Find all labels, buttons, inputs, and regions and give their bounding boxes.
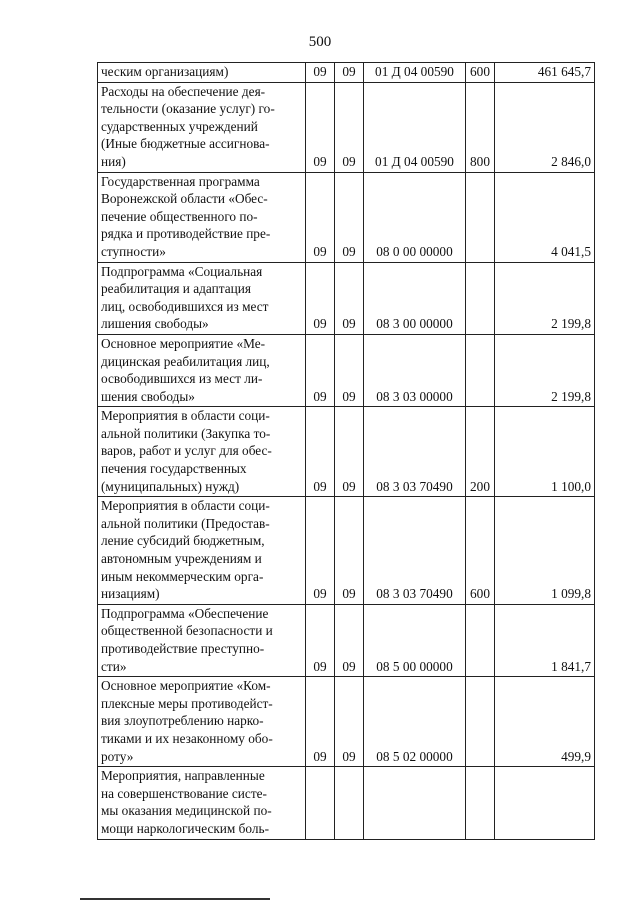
target-code-cell: 01 Д 04 00590 [364, 82, 466, 172]
expense-type-cell [466, 172, 495, 262]
target-code-cell: 08 0 00 00000 [364, 172, 466, 262]
table-row [98, 604, 595, 676]
amount-cell: 1 099,8 [495, 497, 595, 605]
target-code-cell: 08 5 00 00000 [364, 604, 466, 676]
row-name-line: дицинская реабилитация лиц, [101, 353, 270, 369]
row-name-cell [98, 604, 306, 676]
expense-type-cell: 600 [466, 497, 495, 605]
section-cell: 09 [306, 334, 335, 406]
subsection-cell: 09 [335, 63, 364, 83]
table-row [98, 172, 595, 262]
subsection-cell: 09 [335, 497, 364, 605]
target-code-cell: 08 5 02 00000 [364, 677, 466, 767]
row-name-line: плексные меры противодейст- [101, 695, 273, 711]
row-name-cell [98, 497, 306, 605]
subsection-cell: 09 [335, 172, 364, 262]
expense-type-cell: 600 [466, 63, 495, 83]
row-name-cell [98, 677, 306, 767]
row-name-line: Мероприятия в области соци- [101, 408, 270, 424]
section-cell: 09 [306, 172, 335, 262]
table-row [98, 407, 595, 497]
section-cell: 09 [306, 407, 335, 497]
amount-cell: 2 199,8 [495, 334, 595, 406]
budget-table [97, 62, 595, 840]
section-cell: 09 [306, 497, 335, 605]
amount-cell: 1 841,7 [495, 604, 595, 676]
row-name-line: Мероприятия в области соци- [101, 498, 270, 514]
amount-cell: 461 645,7 [495, 63, 595, 83]
table-row [98, 82, 595, 172]
row-name-cell [98, 63, 306, 83]
amount-cell: 2 846,0 [495, 82, 595, 172]
section-cell: 09 [306, 604, 335, 676]
subsection-cell: 09 [335, 604, 364, 676]
row-name-line: (Иные бюджетные ассигнова- [101, 136, 270, 152]
row-name-line: тельности (оказание услуг) го- [101, 101, 275, 117]
table-row [98, 262, 595, 334]
row-name-line: Подпрограмма «Социальная [101, 263, 263, 279]
row-name-line: ческим организациям) [101, 64, 229, 79]
expense-type-cell [466, 767, 495, 839]
row-name-cell [98, 407, 306, 497]
expense-type-cell [466, 604, 495, 676]
row-name-cell [98, 262, 306, 334]
row-name-cell [98, 334, 306, 406]
row-name-line: на совершенствование систе- [101, 785, 267, 801]
target-code-cell [364, 767, 466, 839]
section-cell: 09 [306, 262, 335, 334]
budget-table-body [98, 63, 595, 840]
row-name-line: сти» [101, 658, 127, 674]
row-name-line: противодействие преступно- [101, 641, 265, 656]
row-name-line: вия злоупотреблению нарко- [101, 713, 264, 729]
row-name-line: шения свободы» [101, 388, 195, 404]
row-name-line: общественной безопасности и [101, 623, 273, 639]
row-name-line: иным некоммерческим орга- [101, 568, 264, 584]
expense-type-cell [466, 334, 495, 406]
expense-type-cell [466, 677, 495, 767]
section-cell: 09 [306, 677, 335, 767]
bottom-rule [80, 898, 270, 900]
expense-type-cell: 200 [466, 407, 495, 497]
row-name-line: роту» [101, 748, 134, 764]
amount-cell [495, 767, 595, 839]
target-code-cell: 08 3 00 00000 [364, 262, 466, 334]
row-name-cell [98, 767, 306, 839]
row-name-line: Мероприятия, направленные [101, 768, 265, 784]
subsection-cell [335, 767, 364, 839]
amount-cell: 4 041,5 [495, 172, 595, 262]
target-code-cell: 01 Д 04 00590 [364, 63, 466, 83]
row-name-line: ния) [101, 153, 126, 169]
amount-cell: 499,9 [495, 677, 595, 767]
row-name-line: тиками и их незаконному обо- [101, 730, 273, 746]
row-name-line: печения государственных [101, 461, 247, 477]
row-name-line: низациям) [101, 586, 160, 602]
subsection-cell: 09 [335, 82, 364, 172]
row-name-line: Основное мероприятие «Ме- [101, 335, 266, 351]
row-name-line: альной политики (Предостав- [101, 515, 270, 531]
row-name-line: мы оказания медицинской по- [101, 803, 272, 819]
row-name-line: лиц, освободившихся из мест [101, 298, 269, 314]
subsection-cell: 09 [335, 262, 364, 334]
page-number: 500 [308, 34, 332, 50]
subsection-cell: 09 [335, 677, 364, 767]
section-cell: 09 [306, 82, 335, 172]
section-cell: 09 [306, 63, 335, 83]
row-name-line: Расходы на обеспечение дея- [101, 83, 266, 99]
row-name-cell [98, 82, 306, 172]
table-row [98, 497, 595, 605]
row-name-line: Подпрограмма «Обеспечение [101, 605, 269, 621]
row-name-cell [98, 172, 306, 262]
row-name-line: лишения свободы» [101, 316, 209, 332]
expense-type-cell: 800 [466, 82, 495, 172]
amount-cell: 2 199,8 [495, 262, 595, 334]
row-name-line: реабилитация и адаптация [101, 281, 251, 297]
expense-type-cell [466, 262, 495, 334]
row-name-line: печение общественного по- [101, 208, 258, 224]
row-name-line: альной политики (Закупка то- [101, 425, 271, 441]
section-cell [306, 767, 335, 839]
row-name-line: автономным учреждениям и [101, 551, 262, 567]
subsection-cell: 09 [335, 334, 364, 406]
amount-cell: 1 100,0 [495, 407, 595, 497]
row-name-line: Воронежской области «Обес- [101, 191, 268, 207]
row-name-line: ступности» [101, 243, 166, 259]
target-code-cell: 08 3 03 00000 [364, 334, 466, 406]
row-name-line: мощи наркологическим боль- [101, 820, 270, 836]
table-row [98, 767, 595, 839]
table-row [98, 63, 595, 83]
row-name-line: сударственных учреждений [101, 118, 258, 134]
row-name-line: варов, работ и услуг для обес- [101, 443, 272, 459]
row-name-line: Государственная программа [101, 173, 260, 189]
row-name-line: освободившихся из мест ли- [101, 371, 263, 387]
table-row [98, 334, 595, 406]
table-row [98, 677, 595, 767]
target-code-cell: 08 3 03 70490 [364, 407, 466, 497]
row-name-line: рядка и противодействие пре- [101, 226, 271, 242]
target-code-cell: 08 3 03 70490 [364, 497, 466, 605]
row-name-line: (муниципальных) нужд) [101, 478, 240, 494]
subsection-cell: 09 [335, 407, 364, 497]
row-name-line: ление субсидий бюджетным, [101, 533, 265, 549]
row-name-line: Основное мероприятие «Ком- [101, 678, 271, 694]
